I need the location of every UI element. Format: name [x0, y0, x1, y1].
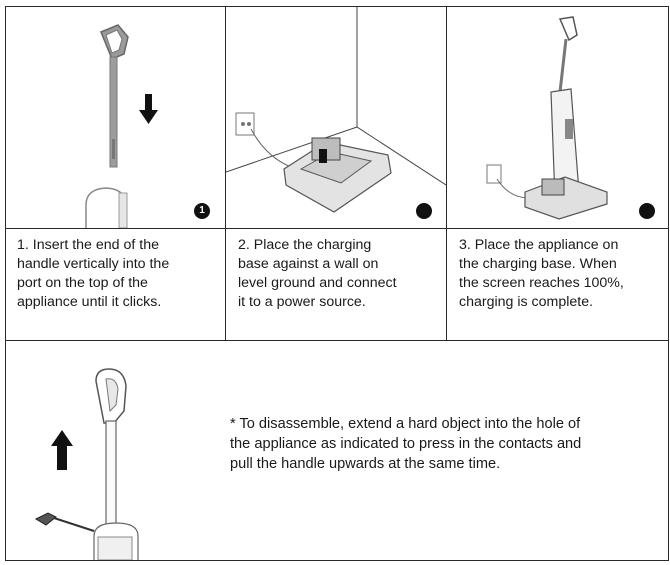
disassembly-illustration	[6, 341, 206, 560]
step-3-illustration	[447, 7, 668, 228]
step-1-text	[17, 236, 222, 312]
step-3-line: the charging base. When	[459, 256, 617, 272]
step-3-marker	[639, 203, 655, 219]
disassembly-note	[230, 414, 666, 474]
step-2-marker	[416, 203, 432, 219]
step-3-line: the screen reaches 100%,	[459, 275, 624, 291]
note-line: the appliance as indicated to press in the contacts and	[230, 436, 582, 452]
step-3-line: charging is complete.	[459, 294, 594, 310]
step-2-line: 2. Place the charging	[238, 237, 372, 253]
note-line: * To disassemble, extend a hard object into the hole of	[230, 416, 581, 432]
step-1-line: appliance until it clicks.	[17, 294, 162, 310]
handle-insert-drawing	[6, 7, 225, 228]
step-1-line: port on the top of the	[17, 275, 148, 291]
divider	[5, 228, 669, 229]
disassemble-drawing	[6, 341, 206, 560]
step-3-text	[459, 236, 666, 312]
step-1-line: handle vertically into the	[17, 256, 170, 272]
charging-base-drawing	[226, 7, 446, 228]
step-1-line: 1. Insert the end of the	[17, 237, 159, 253]
step-2-line: base against a wall on	[238, 256, 379, 272]
appliance-on-base-drawing	[447, 7, 668, 228]
step-2-illustration	[226, 7, 446, 228]
step-1-illustration	[6, 7, 225, 228]
step-3-line: 3. Place the appliance on	[459, 237, 619, 253]
step-1-marker: 1	[194, 203, 210, 219]
step-2-text	[238, 236, 443, 312]
note-line: pull the handle upwards at the same time.	[230, 456, 501, 472]
step-2-line: level ground and connect	[238, 275, 397, 291]
step-2-line: it to a power source.	[238, 294, 366, 310]
